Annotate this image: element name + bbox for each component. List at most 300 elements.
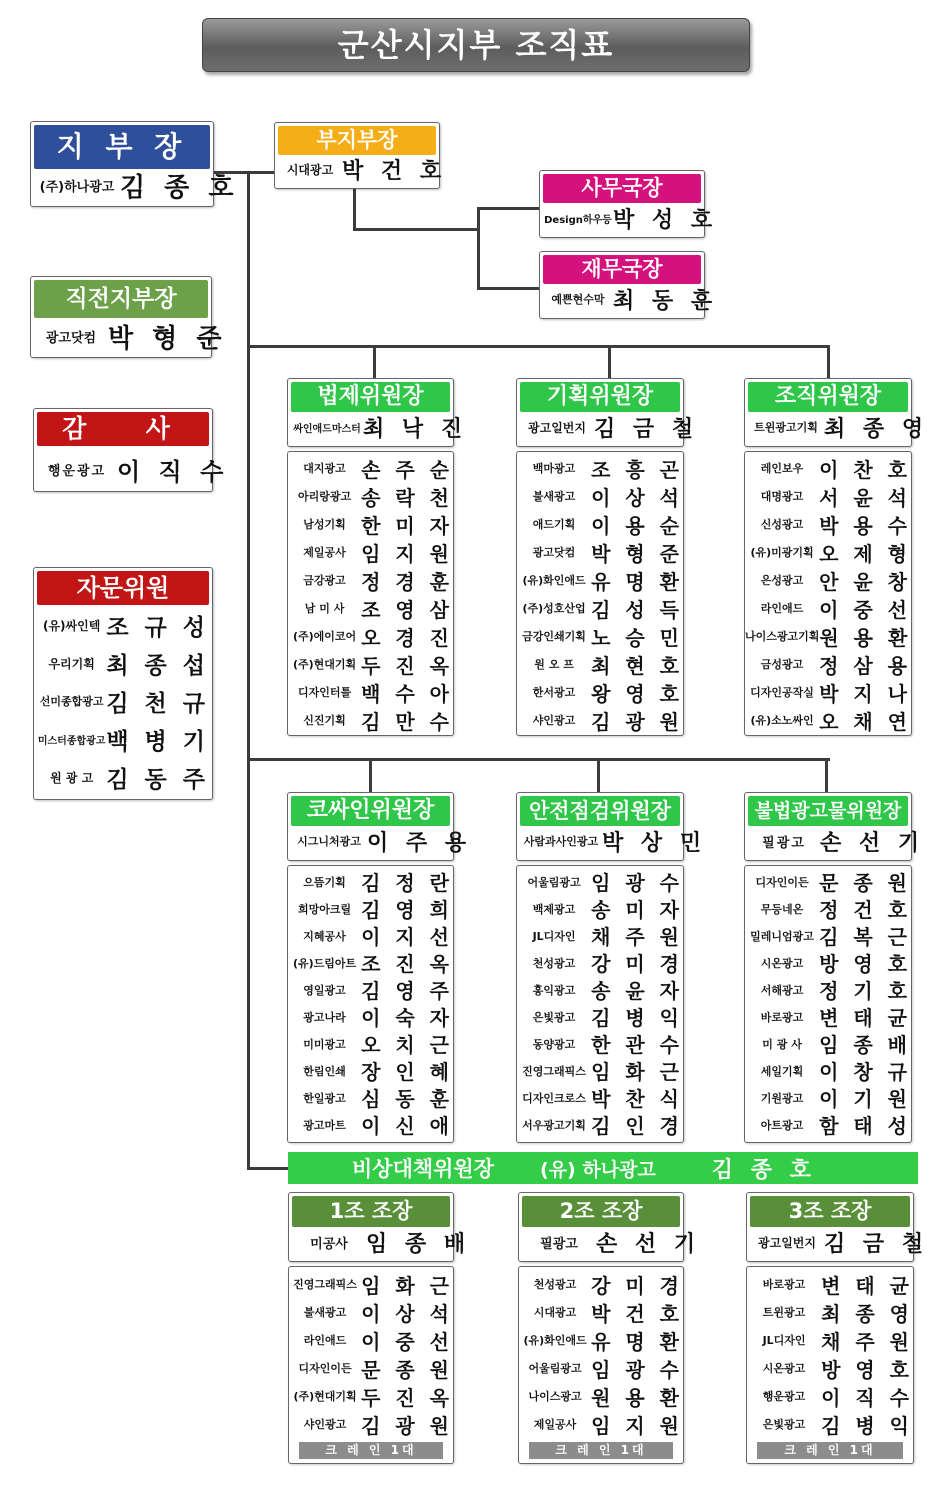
advisor-name: 최 종 섭 xyxy=(106,652,209,679)
team-leader-org: 필광고 xyxy=(540,1236,578,1252)
member-name: 두 진 옥 xyxy=(361,1385,453,1410)
member-name: 안 윤 창 xyxy=(819,569,911,594)
member-name: 정 삼 용 xyxy=(819,653,911,678)
member-row xyxy=(517,1111,683,1138)
member-row xyxy=(747,1270,913,1298)
auditor-name: 이 직 수 xyxy=(117,457,229,486)
member-row xyxy=(288,510,453,538)
member-name: 원 용 환 xyxy=(819,625,912,650)
member-org: 기원광고 xyxy=(760,1091,804,1105)
branch-head-title: 지 부 장 xyxy=(34,125,210,169)
member-name: 강 미 경 xyxy=(591,1273,683,1298)
member-org: 은빛광고 xyxy=(762,1418,806,1431)
connector-line xyxy=(477,287,540,290)
member-row xyxy=(745,594,911,622)
member-name: 박 찬 식 xyxy=(591,1087,683,1111)
member-org: 트윈광고 xyxy=(762,1306,806,1319)
team-leader xyxy=(750,1227,929,1257)
member-name: 김 만 수 xyxy=(361,709,453,734)
member-name: 오 채 연 xyxy=(819,709,911,734)
team-members-3 xyxy=(746,1266,914,1464)
member-name: 김 인 경 xyxy=(591,1114,683,1138)
member-org: (주)성호산업 xyxy=(522,602,586,615)
member-org: 금성광고 xyxy=(760,658,804,671)
member-name: 정 기 호 xyxy=(819,979,911,1003)
member-row xyxy=(745,1003,911,1030)
connector-line xyxy=(477,207,480,289)
member-name: 이 찬 호 xyxy=(819,457,911,482)
committee-members-organization xyxy=(744,451,912,736)
member-row xyxy=(519,1270,683,1298)
member-org: 제일공사 xyxy=(533,1418,577,1431)
secretary-general-title: 사무국장 xyxy=(543,174,701,203)
committee-head-org: 시그니처광고 xyxy=(297,835,361,848)
member-row xyxy=(517,622,683,650)
member-name: 임 지 원 xyxy=(361,541,453,566)
member-row xyxy=(289,1354,453,1382)
member-row xyxy=(745,538,911,566)
member-name: 손 주 순 xyxy=(361,457,453,482)
member-row xyxy=(519,1298,683,1326)
committee-title: 불법광고물위원장 xyxy=(748,796,908,826)
connector-line xyxy=(373,345,376,380)
member-row xyxy=(288,1111,453,1138)
member-org: 어울림광고 xyxy=(528,1362,582,1375)
member-org: 샤인광고 xyxy=(303,1418,347,1431)
member-name: 서 윤 석 xyxy=(819,485,911,510)
team-title: 2조 조장 xyxy=(522,1196,680,1227)
committee-card-organization xyxy=(744,378,929,447)
member-row xyxy=(745,566,911,594)
member-row xyxy=(288,482,453,510)
member-org: 광고나라 xyxy=(303,1010,346,1024)
member-name: 변 태 균 xyxy=(821,1273,913,1298)
connector-line xyxy=(353,228,479,231)
member-org: 진영그래픽스 xyxy=(293,1278,357,1291)
secretary-general-org: Design하우등 xyxy=(544,214,612,226)
member-org: 아리랑광고 xyxy=(297,490,352,503)
member-org: 은빛광고 xyxy=(532,1010,576,1024)
member-row xyxy=(745,622,911,650)
member-name: 김 광 원 xyxy=(591,709,683,734)
member-org: 무등네온 xyxy=(760,902,804,916)
auditor-org: 행운광고 xyxy=(47,463,107,479)
committee-head xyxy=(748,826,925,856)
member-name: 유 명 환 xyxy=(591,1329,683,1354)
member-name: 박 지 나 xyxy=(819,681,911,706)
member-name: 최 현 호 xyxy=(591,653,683,678)
member-row xyxy=(517,1084,683,1111)
member-row xyxy=(747,1410,913,1438)
member-row xyxy=(745,922,911,949)
member-org: 라인애드 xyxy=(760,602,804,615)
committee-head-org: 사람과사인광고 xyxy=(523,835,599,848)
member-name: 채 주 원 xyxy=(591,925,683,949)
committee-members-safety xyxy=(516,865,684,1143)
member-row xyxy=(517,1057,683,1084)
team-leader xyxy=(522,1227,701,1257)
member-org: 홍익광고 xyxy=(532,983,576,997)
member-row xyxy=(288,454,453,482)
member-row xyxy=(745,949,911,976)
member-org: 시온광고 xyxy=(762,1362,806,1375)
member-row xyxy=(745,976,911,1003)
member-org: 샤인광고 xyxy=(532,714,576,727)
connector-line xyxy=(827,345,830,380)
member-org: 광고마트 xyxy=(303,1118,346,1132)
committee-members-illegal-ads xyxy=(744,865,912,1143)
member-row xyxy=(517,976,683,1003)
member-org: 동양광고 xyxy=(532,1037,576,1051)
vice-head-card xyxy=(274,122,447,189)
member-org: 대지광고 xyxy=(303,462,346,475)
member-org: (유)화인애드 xyxy=(522,574,586,587)
team-card-3 xyxy=(746,1192,929,1262)
member-org: 행운광고 xyxy=(762,1390,806,1403)
branch-head-name: 김 종 호 xyxy=(120,172,239,203)
member-org: 한림인쇄 xyxy=(303,1064,346,1078)
member-org: 지혜공사 xyxy=(303,929,346,943)
member-org: 미미광고 xyxy=(303,1037,346,1051)
member-row xyxy=(745,895,911,922)
member-org: 레인보우 xyxy=(760,462,804,475)
member-name: 문 종 원 xyxy=(819,871,911,895)
member-row xyxy=(288,1057,453,1084)
member-row xyxy=(517,538,683,566)
member-name: 최 종 영 xyxy=(821,1301,913,1326)
member-name: 김 정 란 xyxy=(361,871,453,895)
team-leader-org: 미공사 xyxy=(310,1236,348,1252)
member-org: 희망아크릴 xyxy=(297,902,352,916)
member-row xyxy=(517,895,683,922)
member-row xyxy=(288,594,453,622)
former-vice-head-org: 광고닷컴 xyxy=(45,330,97,346)
committee-head-org: 필광고 xyxy=(762,835,806,851)
member-org: 미 광 사 xyxy=(762,1037,802,1051)
member-row xyxy=(517,482,683,510)
secretary-general-person xyxy=(543,203,718,233)
member-name: 두 진 옥 xyxy=(361,653,453,678)
advisor-name: 김 천 규 xyxy=(106,690,209,717)
former-vice-head-person xyxy=(34,319,227,354)
connector-line xyxy=(608,345,611,380)
member-row xyxy=(288,1003,453,1030)
member-name: 이 중 선 xyxy=(819,597,911,622)
member-org: (주)에이코어 xyxy=(292,630,357,643)
member-row xyxy=(745,706,911,734)
member-row xyxy=(289,1270,453,1298)
member-name: 오 제 형 xyxy=(819,541,911,566)
member-org: 대명광고 xyxy=(760,490,804,503)
member-org: (유)화인애드 xyxy=(523,1334,587,1347)
secretary-general-name: 박 성 호 xyxy=(613,207,718,233)
member-name: 문 종 원 xyxy=(361,1357,453,1382)
committee-title: 법제위원장 xyxy=(291,382,450,412)
committee-head xyxy=(748,412,929,442)
member-name: 정 경 훈 xyxy=(361,569,453,594)
member-row xyxy=(517,594,683,622)
committee-card-legal xyxy=(287,378,468,447)
committee-head xyxy=(291,826,472,856)
member-org: (주)현대기획 xyxy=(293,1390,357,1403)
member-row xyxy=(288,922,453,949)
finance-director-org: 예쁜현수막 xyxy=(551,293,605,306)
member-org: 세일기획 xyxy=(760,1064,804,1078)
advisor-org: 우리기획 xyxy=(48,656,95,671)
member-name: 임 광 수 xyxy=(591,871,683,895)
committee-head-name: 이 주 용 xyxy=(367,830,472,856)
advisor-row xyxy=(37,758,209,796)
member-row xyxy=(517,678,683,706)
member-org: 라인애드 xyxy=(303,1334,347,1347)
member-name: 심 동 훈 xyxy=(361,1087,453,1111)
advisor-name: 조 규 성 xyxy=(106,614,209,641)
committee-title: 기획위원장 xyxy=(520,382,680,412)
member-row xyxy=(517,1030,683,1057)
member-name: 오 치 근 xyxy=(361,1033,453,1057)
member-org: 바로광고 xyxy=(762,1278,806,1291)
member-name: 방 영 호 xyxy=(821,1357,913,1382)
team-title: 1조 조장 xyxy=(292,1196,450,1227)
finance-director-name: 최 동 훈 xyxy=(613,288,718,314)
auditor-person xyxy=(37,451,229,487)
member-row xyxy=(745,482,911,510)
member-org: (유)드림아트 xyxy=(292,956,357,970)
member-name: 노 승 민 xyxy=(591,625,683,650)
member-row xyxy=(289,1410,453,1438)
advisor-name: 백 병 기 xyxy=(106,728,209,755)
secretary-general-card xyxy=(539,170,718,238)
committee-head xyxy=(520,412,699,442)
member-org: 신성광고 xyxy=(760,518,804,531)
committee-title: 코싸인위원장 xyxy=(291,796,450,826)
member-row xyxy=(289,1382,453,1410)
finance-director-card xyxy=(539,251,718,319)
committee-head-name: 손 선 기 xyxy=(820,830,925,856)
committee-head-name: 최 낙 진 xyxy=(363,416,468,442)
team-leader xyxy=(292,1227,471,1257)
member-name: 방 영 호 xyxy=(819,952,911,976)
member-row xyxy=(745,868,911,895)
advisor-row xyxy=(37,644,209,682)
member-row xyxy=(519,1410,683,1438)
member-org: 금강인쇄기획 xyxy=(522,630,586,643)
member-row xyxy=(288,895,453,922)
advisors-title: 자문위원 xyxy=(37,571,209,605)
member-row xyxy=(288,949,453,976)
member-org: 디자인크로스 xyxy=(522,1091,586,1105)
member-org: 아트광고 xyxy=(760,1118,804,1132)
committee-head-name: 김 금 철 xyxy=(594,416,699,442)
advisors-card xyxy=(33,567,213,800)
member-name: 이 용 순 xyxy=(591,513,683,538)
member-org: 천성광고 xyxy=(533,1278,577,1291)
member-org: 바로광고 xyxy=(760,1010,804,1024)
member-org: 서우광고기획 xyxy=(522,1118,586,1132)
member-org: 백마광고 xyxy=(532,462,576,475)
team-title: 3조 조장 xyxy=(750,1196,910,1227)
crane-label: 크 레 인 1대 xyxy=(529,1442,673,1459)
member-name: 한 관 수 xyxy=(591,1033,683,1057)
member-name: 백 수 아 xyxy=(361,681,453,706)
committee-title: 안전점검위원장 xyxy=(520,796,680,826)
advisor-org: 선미종합광고 xyxy=(39,695,104,708)
member-row xyxy=(745,1084,911,1111)
member-org: 금강광고 xyxy=(303,574,346,587)
member-name: 이 지 선 xyxy=(361,925,453,949)
member-org: 진영그래픽스 xyxy=(522,1064,586,1078)
member-org: (유)소노싸인 xyxy=(750,714,814,727)
member-row xyxy=(517,510,683,538)
team-card-1 xyxy=(288,1192,471,1262)
member-name: 이 상 석 xyxy=(591,485,683,510)
member-org: 불새광고 xyxy=(532,490,576,503)
member-org: 한서광고 xyxy=(532,686,576,699)
connector-line xyxy=(825,758,828,793)
member-row xyxy=(288,868,453,895)
advisor-org: 원 광 고 xyxy=(50,770,94,785)
member-org: 불새광고 xyxy=(303,1306,347,1319)
member-name: 장 인 혜 xyxy=(361,1060,453,1084)
member-name: 강 미 경 xyxy=(591,952,683,976)
connector-line xyxy=(247,1167,289,1170)
member-org: 제일공사 xyxy=(303,546,346,559)
member-name: 박 형 준 xyxy=(591,541,683,566)
member-org: 어울림광고 xyxy=(527,875,581,889)
member-row xyxy=(288,566,453,594)
member-row xyxy=(288,650,453,678)
member-row xyxy=(517,949,683,976)
member-org: JL디자인 xyxy=(762,1334,806,1347)
member-name: 이 상 석 xyxy=(361,1301,453,1326)
emergency-title: 비상대책위원장 xyxy=(352,1157,495,1181)
member-org: 신진기획 xyxy=(303,714,346,727)
member-name: 김 병 익 xyxy=(821,1413,913,1438)
former-vice-head-name: 박 형 준 xyxy=(108,323,227,354)
advisor-name: 김 동 주 xyxy=(106,766,209,793)
member-row xyxy=(745,454,911,482)
committee-head xyxy=(291,412,468,442)
committee-head-org: 싸인애드마스터 xyxy=(293,423,361,435)
member-row xyxy=(519,1354,683,1382)
member-org: 시온광고 xyxy=(760,956,804,970)
emergency-committee-bar xyxy=(288,1152,918,1184)
member-name: 김 병 익 xyxy=(591,1006,683,1030)
member-name: 김 영 주 xyxy=(361,979,453,1003)
page-title: 군산시지부 조직표 xyxy=(202,18,750,72)
committee-members-kosign xyxy=(287,865,454,1143)
member-name: 임 종 배 xyxy=(819,1033,911,1057)
emergency-name: 김 종 호 xyxy=(711,1157,816,1183)
member-row xyxy=(288,678,453,706)
member-name: 박 건 호 xyxy=(591,1301,683,1326)
member-name: 임 광 수 xyxy=(591,1357,683,1382)
committee-card-kosign xyxy=(287,792,472,861)
member-name: 한 미 자 xyxy=(361,513,453,538)
member-org: 으뜸기획 xyxy=(303,875,346,889)
member-org: 디자인터틀 xyxy=(297,686,352,699)
member-row xyxy=(745,678,911,706)
crane-label: 크 레 인 1대 xyxy=(757,1442,903,1459)
member-row xyxy=(288,1030,453,1057)
member-row xyxy=(517,650,683,678)
connector-line xyxy=(477,207,540,210)
committee-head-org: 광고일번지 xyxy=(528,420,586,435)
member-row xyxy=(288,1084,453,1111)
advisor-org: 미스터종합광고 xyxy=(37,735,106,747)
member-name: 이 중 선 xyxy=(361,1329,453,1354)
team-card-2 xyxy=(518,1192,701,1262)
team-leader-name: 임 종 배 xyxy=(366,1231,471,1257)
member-row xyxy=(747,1326,913,1354)
branch-head-card xyxy=(30,121,239,207)
team-members-1 xyxy=(288,1266,454,1464)
member-org: 천성광고 xyxy=(532,956,576,970)
member-name: 김 복 근 xyxy=(819,925,911,949)
member-org: 남성기획 xyxy=(303,518,346,531)
member-row xyxy=(517,566,683,594)
member-row xyxy=(747,1298,913,1326)
committee-card-safety xyxy=(516,792,707,861)
connector-line xyxy=(247,171,250,1170)
connector-line xyxy=(597,758,600,793)
member-name: 변 태 균 xyxy=(819,1006,911,1030)
member-name: 박 용 수 xyxy=(819,513,911,538)
member-row xyxy=(288,538,453,566)
member-name: 이 창 규 xyxy=(819,1060,911,1084)
member-row xyxy=(745,1030,911,1057)
member-org: 서해광고 xyxy=(760,983,804,997)
team-members-2 xyxy=(518,1266,684,1464)
member-name: 김 광 원 xyxy=(361,1413,453,1438)
member-name: 임 화 근 xyxy=(591,1060,683,1084)
connector-line xyxy=(247,758,830,761)
committee-head-name: 최 종 영 xyxy=(824,416,929,442)
member-row xyxy=(745,650,911,678)
advisor-row xyxy=(37,720,209,758)
member-row xyxy=(519,1382,683,1410)
member-name: 송 락 천 xyxy=(361,485,453,510)
member-name: 송 윤 자 xyxy=(591,979,683,1003)
member-name: 정 건 호 xyxy=(819,898,911,922)
member-org: 애드기획 xyxy=(532,518,576,531)
advisor-row xyxy=(37,682,209,720)
committee-head-org: 트윈광고기획 xyxy=(754,421,818,434)
member-row xyxy=(517,454,683,482)
connector-line xyxy=(369,758,372,793)
member-name: 조 진 옥 xyxy=(361,952,453,976)
member-row xyxy=(288,706,453,734)
member-row xyxy=(288,976,453,1003)
committee-head xyxy=(520,826,707,856)
member-org: 디자인이든 xyxy=(755,875,809,889)
member-row xyxy=(517,922,683,949)
member-name: 이 직 수 xyxy=(821,1385,913,1410)
member-org: (주)현대기획 xyxy=(292,658,357,671)
member-name: 오 경 진 xyxy=(361,625,453,650)
finance-director-person xyxy=(543,284,718,314)
team-leader-name: 손 선 기 xyxy=(596,1231,701,1257)
vice-head-name: 박 건 호 xyxy=(342,158,447,184)
member-org: (유)미광기획 xyxy=(750,546,814,559)
member-org: 나이스광고기획 xyxy=(745,630,820,643)
member-org: 나이스광고 xyxy=(528,1390,582,1403)
advisor-row xyxy=(37,606,209,644)
auditor-title: 감 사 xyxy=(37,412,209,446)
member-row xyxy=(289,1326,453,1354)
member-name: 김 성 득 xyxy=(591,597,683,622)
finance-director-title: 재무국장 xyxy=(543,255,701,284)
